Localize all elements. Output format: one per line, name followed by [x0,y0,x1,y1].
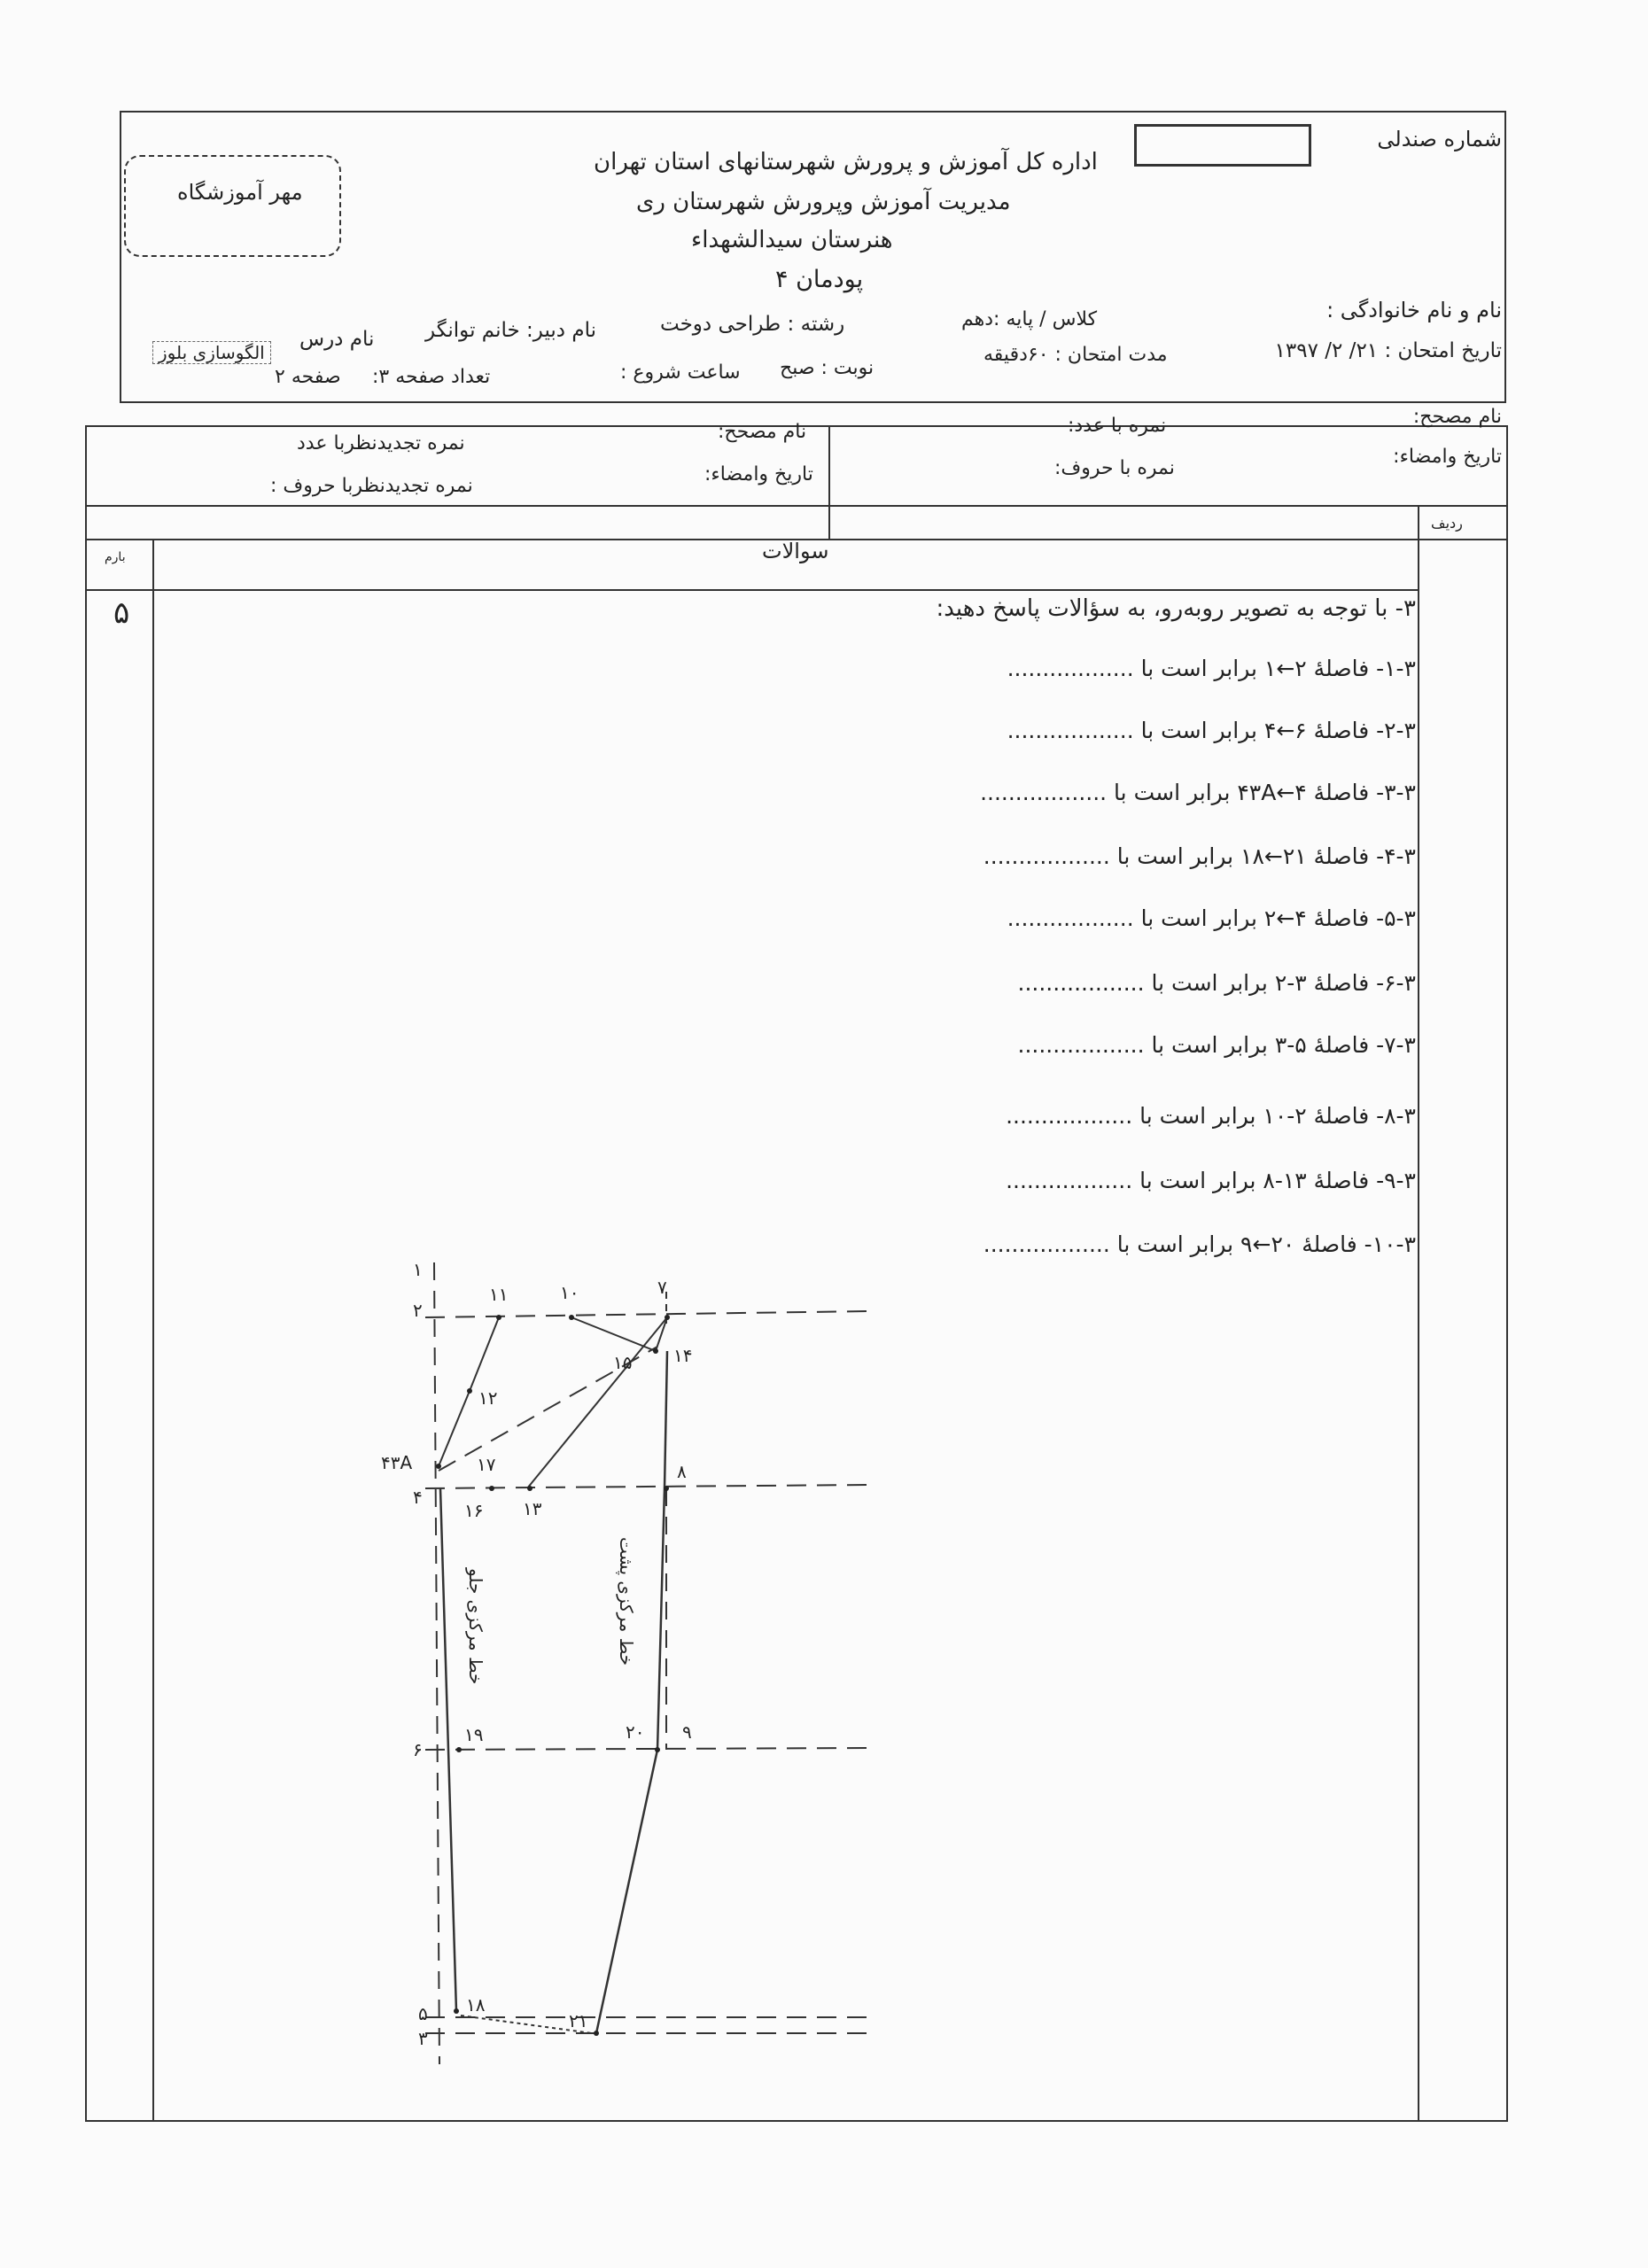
row-column-label: ردیف [1431,515,1463,532]
question-item: ۳-۳- فاصلهٔ ۴←۴۳A برابر است با .................. [980,780,1416,805]
seat-number-label: شماره صندلی [1377,127,1502,151]
exam-date-label: تاریخ امتحان : ۲۱/ ۲/ ۱۳۹۷ [1274,339,1502,362]
school-stamp-label: مهر آموزشگاه [177,180,303,205]
point-label-3: ۳ [418,2028,428,2049]
point-label-11: ۱۱ [489,1284,509,1305]
point-label-10: ۱۰ [560,1282,579,1303]
point-label-12: ۱۲ [478,1387,498,1409]
org-title-4: پودمان ۴ [775,266,864,293]
course-name-value: الگوسازی بلوز [152,341,271,364]
question-item: ۹-۳- فاصلهٔ ۱۳-۸ برابر است با .................. [1006,1168,1416,1193]
point-label-43a: ۴۳A [381,1452,413,1473]
review-score-digits: نمره تجدیدنظربا عدد [297,432,465,454]
question-item: ۶-۳- فاصلهٔ ۳-۲ برابر است با .................. [1017,970,1416,996]
date-sign-right: تاریخ وامضاء: [1393,446,1502,468]
point-label-17: ۱۷ [477,1454,496,1475]
question-item: ۵-۳- فاصلهٔ ۴←۲ برابر است با .................. [1007,905,1416,931]
exam-shift-label: نوبت : صبح [780,357,875,379]
point-label-5: ۵ [418,2003,428,2024]
question-item: ۲-۳- فاصلهٔ ۶←۴ برابر است با .................. [1007,718,1416,743]
point-label-18: ۱۸ [466,1994,486,2016]
point-label-2: ۲ [413,1300,423,1321]
page-number-label: صفحه ۲ [275,366,341,388]
start-time-label: ساعت شروع : [620,361,741,384]
point-label-15: ۱۵ [613,1352,633,1373]
grader-name-left: نام مصحح: [718,421,807,443]
question-item: ۱۰-۳- فاصلهٔ ۲۰←۹ برابر است با .................. [983,1231,1416,1257]
course-name-label: نام درس [299,328,375,351]
grader-name-right: نام مصحح: [1412,406,1502,428]
field-of-study-label: رشته : طراحی دوخت [660,313,845,336]
point-label-9: ۹ [682,1721,692,1743]
questions-column-label: سوالات [762,539,829,563]
score-letters-label: نمره با حروف: [1054,457,1175,479]
back-center-line-label: خط مرکزی پشت [616,1537,637,1666]
point-label-1: ۱ [413,1259,423,1280]
score-digits-label: نمره با عدد: [1068,415,1167,437]
point-label-14: ۱۴ [673,1345,693,1366]
point-label-19: ۱۹ [464,1724,484,1745]
score-value: ۵ [113,595,130,631]
point-label-20: ۲۰ [626,1721,645,1743]
point-label-21: ۲۱ [569,2010,588,2031]
point-label-8: ۸ [677,1461,687,1482]
point-label-16: ۱۶ [464,1500,484,1521]
org-title-2: مدیریت آموزش وپرورش شهرستان ری [636,189,1011,215]
page-count-label: تعداد صفحه ۳: [372,366,491,388]
exam-duration-label: مدت امتحان : ۶۰دقیقه [983,344,1168,366]
teacher-label: نام دبیر: خانم توانگر [425,319,597,342]
class-field-label: کلاس / پایه :دهم [961,308,1098,330]
score-column-label: بارم [105,550,126,564]
front-center-line-label: خط مرکزی جلو [465,1568,486,1685]
name-field-label: نام و نام خانوادگی : [1326,298,1502,322]
date-sign-left: تاریخ وامضاء: [704,463,813,485]
org-title-3: هنرستان سیدالشهداء [691,227,893,253]
question-item: ۴-۳- فاصلهٔ ۲۱←۱۸ برابر است با .................. [983,843,1416,869]
question-intro: ۳- با توجه به تصویر روبه‌رو، به سؤالات پاسخ دهید: [936,595,1416,622]
question-item: ۷-۳- فاصلهٔ ۵-۳ برابر است با .................. [1017,1032,1416,1058]
review-score-letters: نمره تجدیدنظربا حروف : [270,475,473,497]
org-title-1: اداره کل آموزش و پرورش شهرستانهای استان تهران [594,149,1098,175]
question-item: ۸-۳- فاصلهٔ ۲-۱۰ برابر است با .................. [1006,1103,1416,1129]
point-label-13: ۱۳ [523,1498,542,1519]
point-label-4: ۴ [413,1487,423,1508]
question-item: ۱-۳- فاصلهٔ ۲←۱ برابر است با .................. [1007,656,1416,681]
point-label-6: ۶ [413,1739,423,1760]
point-label-7: ۷ [657,1277,667,1298]
